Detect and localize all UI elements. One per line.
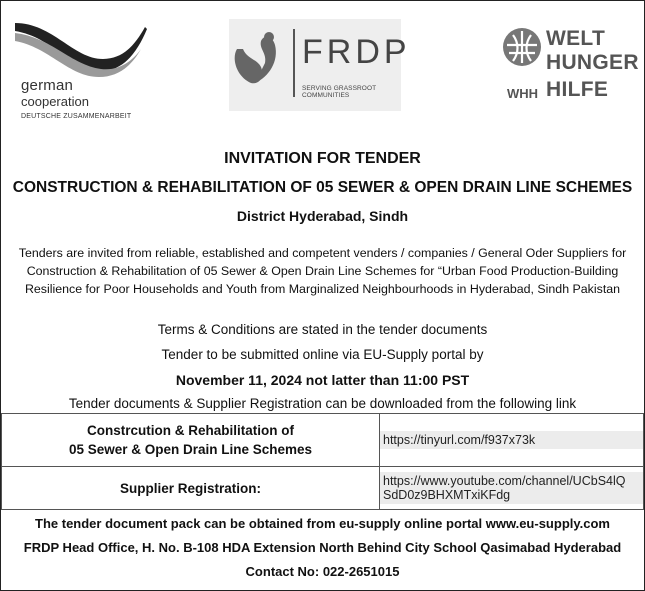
terms-line: Terms & Conditions are stated in the tender documents xyxy=(157,322,488,337)
whh-word-3: HILFE xyxy=(546,78,609,101)
deadline: November 11, 2024 not latter than 11:00 PST xyxy=(175,372,470,388)
welthungerhilfe-logo xyxy=(501,23,639,113)
submission-line: Tender to be submitted online via EU-Supply portal by xyxy=(161,347,484,362)
registration-link-line2[interactable]: SdD0z9BHXMTxiKFdg xyxy=(383,488,640,502)
frdp-name: FRDP xyxy=(302,33,411,71)
scheme-label-line2: 05 Sewer & Open Drain Line Schemes xyxy=(68,442,313,457)
whh-abbreviation: WHH xyxy=(507,86,539,101)
footer-address: FRDP Head Office, H. No. B-108 HDA Extension North Behind City School Qasimabad Hyderabad xyxy=(23,540,622,555)
download-line: Tender documents & Supplier Registration can be downloaded from the following link xyxy=(68,396,577,411)
scheme-label xyxy=(2,414,380,467)
german-logo-line2: cooperation xyxy=(21,94,89,109)
table-row xyxy=(2,467,644,510)
logo-header xyxy=(1,1,644,141)
scheme-label-line1: Constrcution & Rehabilitation of xyxy=(87,423,294,438)
frdp-emblem-icon xyxy=(229,19,289,111)
german-logo-line3: DEUTSCHE ZUSAMMENARBEIT xyxy=(21,113,132,120)
german-cooperation-wave-icon xyxy=(13,19,153,79)
notice-title: INVITATION FOR TENDER xyxy=(224,150,421,167)
frdp-tagline: SERVING GRASSROOT COMMUNITIES xyxy=(302,85,377,99)
frdp-logo xyxy=(229,19,411,111)
german-cooperation-logo xyxy=(13,19,153,129)
frdp-divider xyxy=(293,29,295,97)
registration-link-line1[interactable]: https://www.youtube.com/channel/UCbS4lQ xyxy=(383,474,640,488)
supplier-registration-link[interactable] xyxy=(380,472,643,504)
whh-word-1: WELT xyxy=(546,27,606,50)
scheme-link-cell xyxy=(380,414,644,467)
whh-emblem-icon xyxy=(501,23,543,83)
tender-documents-link[interactable]: https://tinyurl.com/f937x73k xyxy=(380,431,643,449)
links-table xyxy=(1,413,644,510)
intro-paragraph: Tenders are invited from reliable, established and competent venders / companies / General Oder Suppliers for Construction & Rehabilitation of 05 Sewer & Open Drain Line Schemes for “Urban Food Production-Building Resilience for Poor Households and Youth from Marginalized Neighbourhoods in Hyderabad, Sindh Pakistan xyxy=(18,246,627,296)
footer-portal-line: The tender document pack can be obtained from eu-supply online portal www.eu-supply.com xyxy=(35,516,610,531)
table-row xyxy=(2,414,644,467)
german-logo-line1: german xyxy=(21,77,74,94)
whh-word-2: HUNGER xyxy=(546,51,639,74)
notice-subtitle: CONSTRUCTION & REHABILITATION OF 05 SEWER & OPEN DRAIN LINE SCHEMES xyxy=(12,179,633,196)
registration-link-cell xyxy=(380,467,644,510)
supplier-registration-label: Supplier Registration: xyxy=(2,467,380,510)
notice-location: District Hyderabad, Sindh xyxy=(236,208,409,224)
footer-contact: Contact No: 022-2651015 xyxy=(245,564,400,579)
